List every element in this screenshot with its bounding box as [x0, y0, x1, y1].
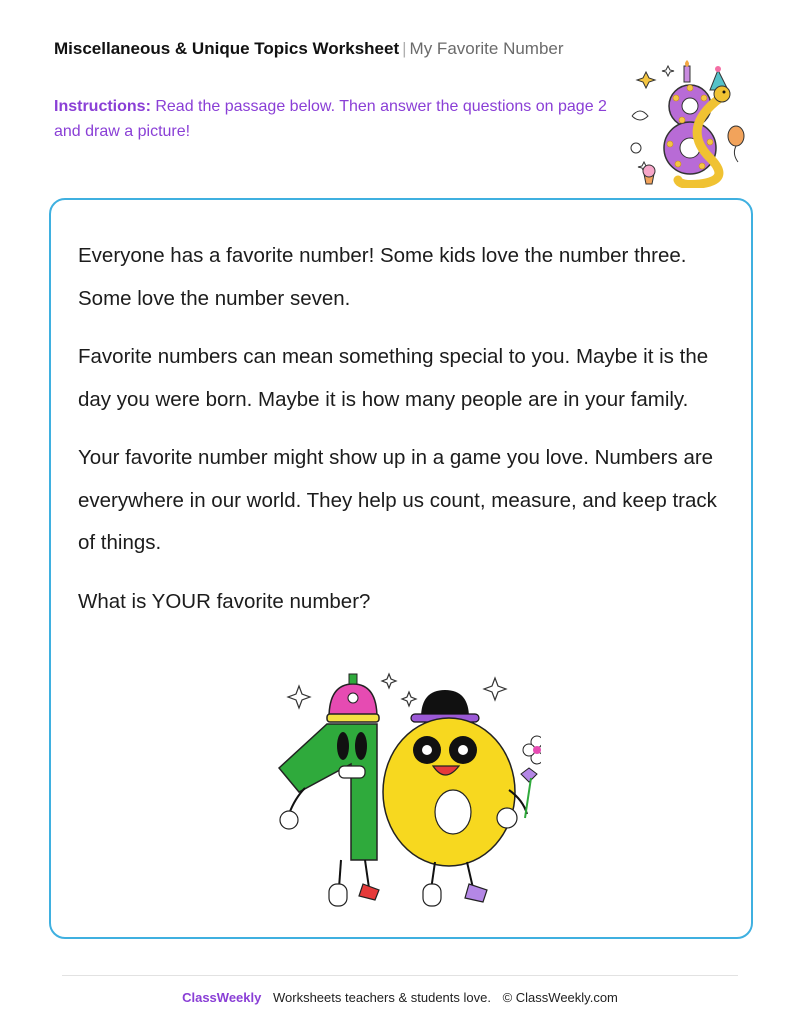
passage-paragraph-4: What is YOUR favorite number? — [78, 589, 371, 613]
candle-icon — [684, 60, 690, 82]
footer-copyright: © ClassWeekly.com — [502, 990, 618, 1005]
instructions — [54, 94, 614, 144]
page-title — [54, 38, 614, 60]
number-eight-snake-illustration — [626, 58, 758, 188]
worksheet-title: Miscellaneous & Unique Topics Worksheet — [54, 39, 400, 58]
cupcake-icon — [643, 165, 655, 184]
footer — [0, 990, 800, 1005]
number-zero-character — [383, 718, 527, 906]
worksheet-header — [54, 38, 614, 144]
cap-icon — [327, 674, 379, 722]
reading-passage — [78, 235, 718, 639]
passage-paragraph-2: Favorite numbers can mean something special to you. Maybe it is the day you were born. Maybe it is how many people are in your family. — [78, 345, 709, 411]
bowler-hat-icon — [411, 690, 479, 722]
sparkle-icons — [288, 674, 506, 708]
footer-brand: ClassWeekly — [182, 990, 262, 1005]
number-ten-characters-illustration — [271, 670, 541, 920]
instructions-label: Instructions: — [54, 98, 151, 115]
passage-paragraph-1: Everyone has a favorite number! Some kids love the number three. Some love the number seven. — [78, 244, 687, 310]
footer-divider — [62, 975, 738, 976]
worksheet-subtitle: My Favorite Number — [409, 39, 564, 58]
title-separator: | — [402, 39, 407, 58]
passage-box — [49, 198, 753, 939]
balloon-icon — [728, 126, 744, 162]
footer-tagline: Worksheets teachers & students love. — [272, 990, 491, 1005]
passage-paragraph-3: Your favorite number might show up in a game you love. Numbers are everywhere in our world. They help us count, measure, and keep track of things. — [78, 446, 717, 554]
instructions-text: Read the passage below. Then answer the questions on page 2 and draw a picture! — [54, 98, 607, 140]
number-one-character — [279, 724, 379, 906]
